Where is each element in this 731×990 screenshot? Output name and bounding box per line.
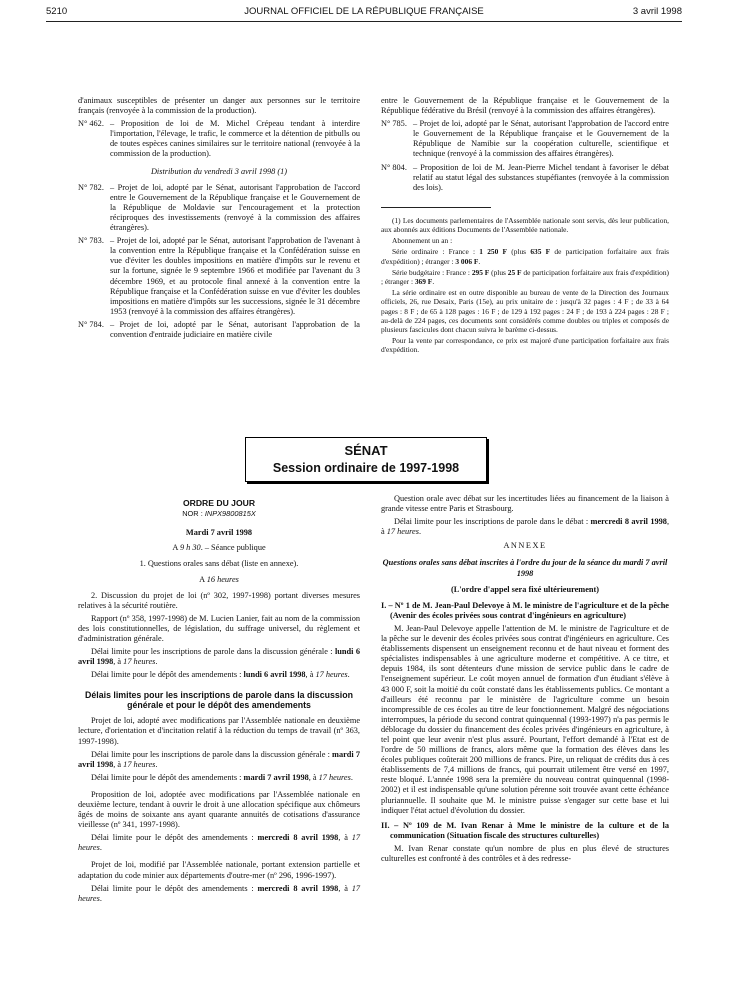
deadline-para: Délai limite pour les inscriptions de parole dans la discussion générale : mardi 7 avril 1998, à 17 heures. — [78, 749, 360, 769]
agenda-item-2: 2. Discussion du projet de loi (nº 302, 1997-1998) portant diverses mesures relatives à la sécurité routière. — [78, 590, 360, 610]
item-number: N° 782. — [78, 182, 104, 192]
session-title: Session ordinaire de 1997-1998 — [272, 461, 460, 475]
document-item-783 — [78, 236, 360, 317]
item-text: – Projet de loi, adopté par le Sénat, autorisant l'approbation de l'accord entre le Gouvernement de la République française et le Gouvernement de la République de Namibie sur la coopération culturelle, scientifique et technique (renvoyé à la commission des affaires étrangères). — [413, 119, 669, 159]
footnote-para: Pour la vente par correspondance, ce prix est majoré d'une participation forfaitaire aux frais d'expédition. — [381, 336, 669, 355]
question-heading: II. – Nº 109 de M. Ivan Renar à Mme le ministre de la culture et de la communication (Situation fiscale des structures culturelles) — [381, 820, 669, 840]
call-order-note: (L'ordre d'appel sera fixé ultérieurement) — [450, 584, 600, 594]
annexe-heading: ANNEXE — [503, 541, 547, 551]
deadline-para: Délai limite pour les inscriptions de parole dans le débat : mercredi 8 avril 1998, à 17 heures. — [381, 517, 670, 537]
section-heading: Délais limites pour les inscriptions de parole dans la discussion générale et pour le dépôt des amendements — [85, 690, 353, 711]
item-text: – Projet de loi, adopté par le Sénat, autorisant l'approbation de l'avenant à la convention entre la République française et la Confédération suisse en vue d'éviter les doubles impositions en matière d'impôts sur le revenu et sur la fortune, signée le 9 septembre 1966 et modifiée par l'avenant du 3 décembre 1969, et au protocole final annexé à la convention entre la République française et la Confédération suisse en vue d'éviter les doubles impositions en matière d'impôts sur les successions, signée le 31 décembre 1953 (renvoyé à la commission des affaires étrangères). — [110, 236, 360, 316]
question-heading: I. – Nº 1 de M. Jean-Paul Delevoye à M. le ministre de l'agriculture et de la pêche (Avenir des écoles privées sous contrat d'ingénieurs en agriculture) — [381, 600, 669, 620]
document-item-782 — [78, 183, 360, 233]
distribution-heading: Distribution du vendredi 3 avril 1998 (1) — [150, 166, 288, 176]
document-item-462 — [78, 119, 360, 159]
top-left-column — [78, 96, 360, 343]
document-item-804 — [381, 163, 669, 193]
item-number: N° 804. — [381, 162, 407, 172]
senat-title: SÉNAT — [344, 443, 388, 458]
day-heading: Mardi 7 avril 1998 — [185, 528, 253, 538]
page-header — [46, 6, 682, 20]
deadline-para: Délai limite pour les inscriptions de parole dans la discussion générale : lundi 6 avril 1998, à 17 heures. — [78, 647, 360, 667]
time-line: A 16 heures — [199, 575, 239, 585]
footnote-para: La série ordinaire est en outre disponible au bureau de vente de la Direction des Journaux officiels, 26, rue Desaix, Paris (15e), au prix unitaire de : jusqu'à 32 pages : 4 F ; de 33 à 64 pages : 8 F ; de 65 à 128 pages : 16 F ; de 129 à 192 pages : 24 F ; de 193 à 224 pages : 28 F ; au-delà de 224 pages, ces documents sont considérés comme doubles ou triples et composés de plusieurs fascicules dont chacun suivra le barème ci-dessus. — [381, 288, 669, 335]
footnote-para: Série ordinaire : France : 1 250 F (plus 635 F de participation forfaitaire aux frais d'expédition) ; étranger : 3 006 F. — [381, 247, 670, 266]
page-number: 5210 — [46, 6, 68, 17]
bill-para: Proposition de loi, adoptée avec modifications par l'Assemblée nationale en deuxième lecture, tendant à ouvrir le droit à une allocation spécifique aux chômeurs âgés de moins de soixante ans ayant quarante annuités de cotisations d'assurance vieillesse (nº 341, 1997-1998). — [78, 789, 360, 830]
item-number: N° 784. — [78, 319, 104, 329]
bottom-right-column — [381, 494, 669, 867]
footnote-para: (1) Les documents parlementaires de l'Assemblée nationale sont servis, dès leur publication, aux abonnés aux éditions Documents de l'Assemblée nationale. — [381, 215, 669, 235]
header-rule — [46, 21, 682, 22]
deadline-para: Délai limite pour le dépôt des amendements : mercredi 8 avril 1998, à 17 heures. — [78, 883, 361, 903]
issue-date: 3 avril 1998 — [632, 6, 682, 17]
question-text: M. Jean-Paul Delevoye appelle l'attention de M. le ministre de l'agriculture et de la pêche sur le devenir des écoles privées sous contrat d'ingénieurs en agriculture. Ces établissements dispensent un enseignement reconnu et de haut niveau et forment des spécialistes indispensables à une agriculture moderne et compétitive. A ce titre, et depuis 1984, ils sont détenteurs d'une mission de service public dans le cadre de l'enseignement supérieur. Le coût moyen annuel de formation d'un étudiant s'élève à 43 000 F, soit la moitié du coût constaté dans les établissements publics. Ce montant a d'ailleurs été reconnu par le ministère de l'agriculture comme un besoin incompressible de ces écoles au titre de leur fonctionnement. Malgré des négociations interrompues, la période du second contrat quinquennal (1993-1997) n'a pas permis le déblocage du dossier du financement des écoles privées d'ingénieurs en agriculture, à tel point que leur avenir n'est plus assuré. Pourtant, l'effort demandé à l'Etat est de l'ordre de 50 millions de francs, alors même que la formation des élèves dans les écoles publiques coûterait 200 millions de francs. Pire, un reliquat de crédits dus à ces établissements de 7,4 millions de francs, qui pourrait utilement être versé en 1997, reste bloqué. L'année 1998 sera la première du nouveau contrat quinquennal (1998-2002) et il est indispensable qu'une solution pérenne soit trouvée avant cette échéance pluriannuelle. Il souhaite que M. le ministre puisse s'engager sur cette base et lui indiquer l'état actuel d'évolution du dossier. — [381, 623, 669, 815]
item-text: – Proposition de loi de M. Michel Crépeau tendant à interdire l'importation, l'élevage, le trafic, le commerce et la détention de pitbulls ou de toutes espèces canines similaires sur le territoire national (renvoyée à la commission de la production). — [110, 119, 360, 159]
seance-line: A 9 h 30. – Séance publique — [172, 543, 266, 553]
footnote-para: Abonnement un an : — [392, 236, 453, 246]
questions-title: Questions orales sans débat inscrites à l'ordre du jour de la séance du mardi 7 avril 1998 — [382, 558, 668, 578]
journal-title: JOURNAL OFFICIEL DE LA RÉPUBLIQUE FRANÇAISE — [244, 6, 484, 17]
deadline-para: Délai limite pour le dépôt des amendements : mardi 7 avril 1998, à 17 heures. — [91, 772, 353, 782]
item-text: – Proposition de loi de M. Jean-Pierre Michel tendant à favoriser le débat relatif au statut légal des substances stupéfiantes (renvoyée à la commission des lois). — [413, 162, 669, 192]
bill-para: Projet de loi, modifié par l'Assemblée nationale, portant extension partielle et adaptation du code minier aux départements d'outre-mer (nº 296, 1996-1997). — [78, 860, 360, 880]
item-text: – Projet de loi, adopté par le Sénat, autorisant l'approbation de la convention d'entraide judiciaire en matière civile — [110, 319, 360, 339]
bill-para: Projet de loi, adopté avec modifications par l'Assemblée nationale en deuxième lecture, d'orientation et d'incitation relatif à la réduction du temps de travail (nº 363, 1997-1998). — [78, 716, 360, 746]
item-number: N° 785. — [381, 119, 407, 129]
questions-item: 1. Questions orales sans débat (liste en annexe). — [139, 559, 299, 569]
bottom-left-column — [78, 494, 360, 907]
footnote-para: Série budgétaire : France : 295 F (plus 25 F de participation forfaitaire aux frais d'expédition) ; étranger : 369 F. — [381, 267, 669, 287]
nor-reference: NOR : INPX9800815X — [182, 509, 256, 519]
continued-text: entre le Gouvernement de la République française et le Gouvernement de la République fédérative du Brésil (renvoyé à la commission des affaires étrangères). — [381, 96, 669, 116]
deadline-para: Délai limite pour le dépôt des amendements : lundi 6 avril 1998, à 17 heures. — [91, 670, 350, 680]
item-text: – Projet de loi, adopté par le Sénat, autorisant l'approbation de l'accord entre le Gouvernement de la République française et le Gouvernement de la République de Moldavie sur l'encouragement et la protection réciproques des investissements (renvoyé à la commission des affaires étrangères). — [110, 182, 360, 233]
senat-title-box — [245, 437, 487, 482]
oral-question-para: Question orale avec débat sur les incertitudes liées au financement de la liaison à grande vitesse entre Paris et Strasbourg. — [381, 494, 669, 514]
footnote — [381, 216, 669, 355]
question-text: M. Ivan Renar constate qu'un nombre de plus en plus élevé de structures culturelles est confronté à des contrôles et à des redresse- — [381, 843, 669, 863]
ordre-du-jour-title: ORDRE DU JOUR — [182, 498, 256, 508]
top-right-column — [381, 96, 669, 357]
document-item-785 — [381, 119, 669, 159]
continued-text: d'animaux susceptibles de présenter un danger aux personnes sur le territoire français (renvoyée à la commission de la production). — [78, 96, 360, 116]
item-number: N° 783. — [78, 236, 104, 246]
rapport-para: Rapport (nº 358, 1997-1998) de M. Lucien Lanier, fait au nom de la commission des lois constitutionnelles, de législation, du suffrage universel, du règlement et d'administration générale. — [78, 613, 360, 643]
document-item-784 — [78, 320, 360, 340]
item-number: N° 462. — [78, 119, 104, 129]
footnote-separator — [381, 207, 491, 208]
deadline-para: Délai limite pour le dépôt des amendements : mercredi 8 avril 1998, à 17 heures. — [78, 833, 361, 853]
